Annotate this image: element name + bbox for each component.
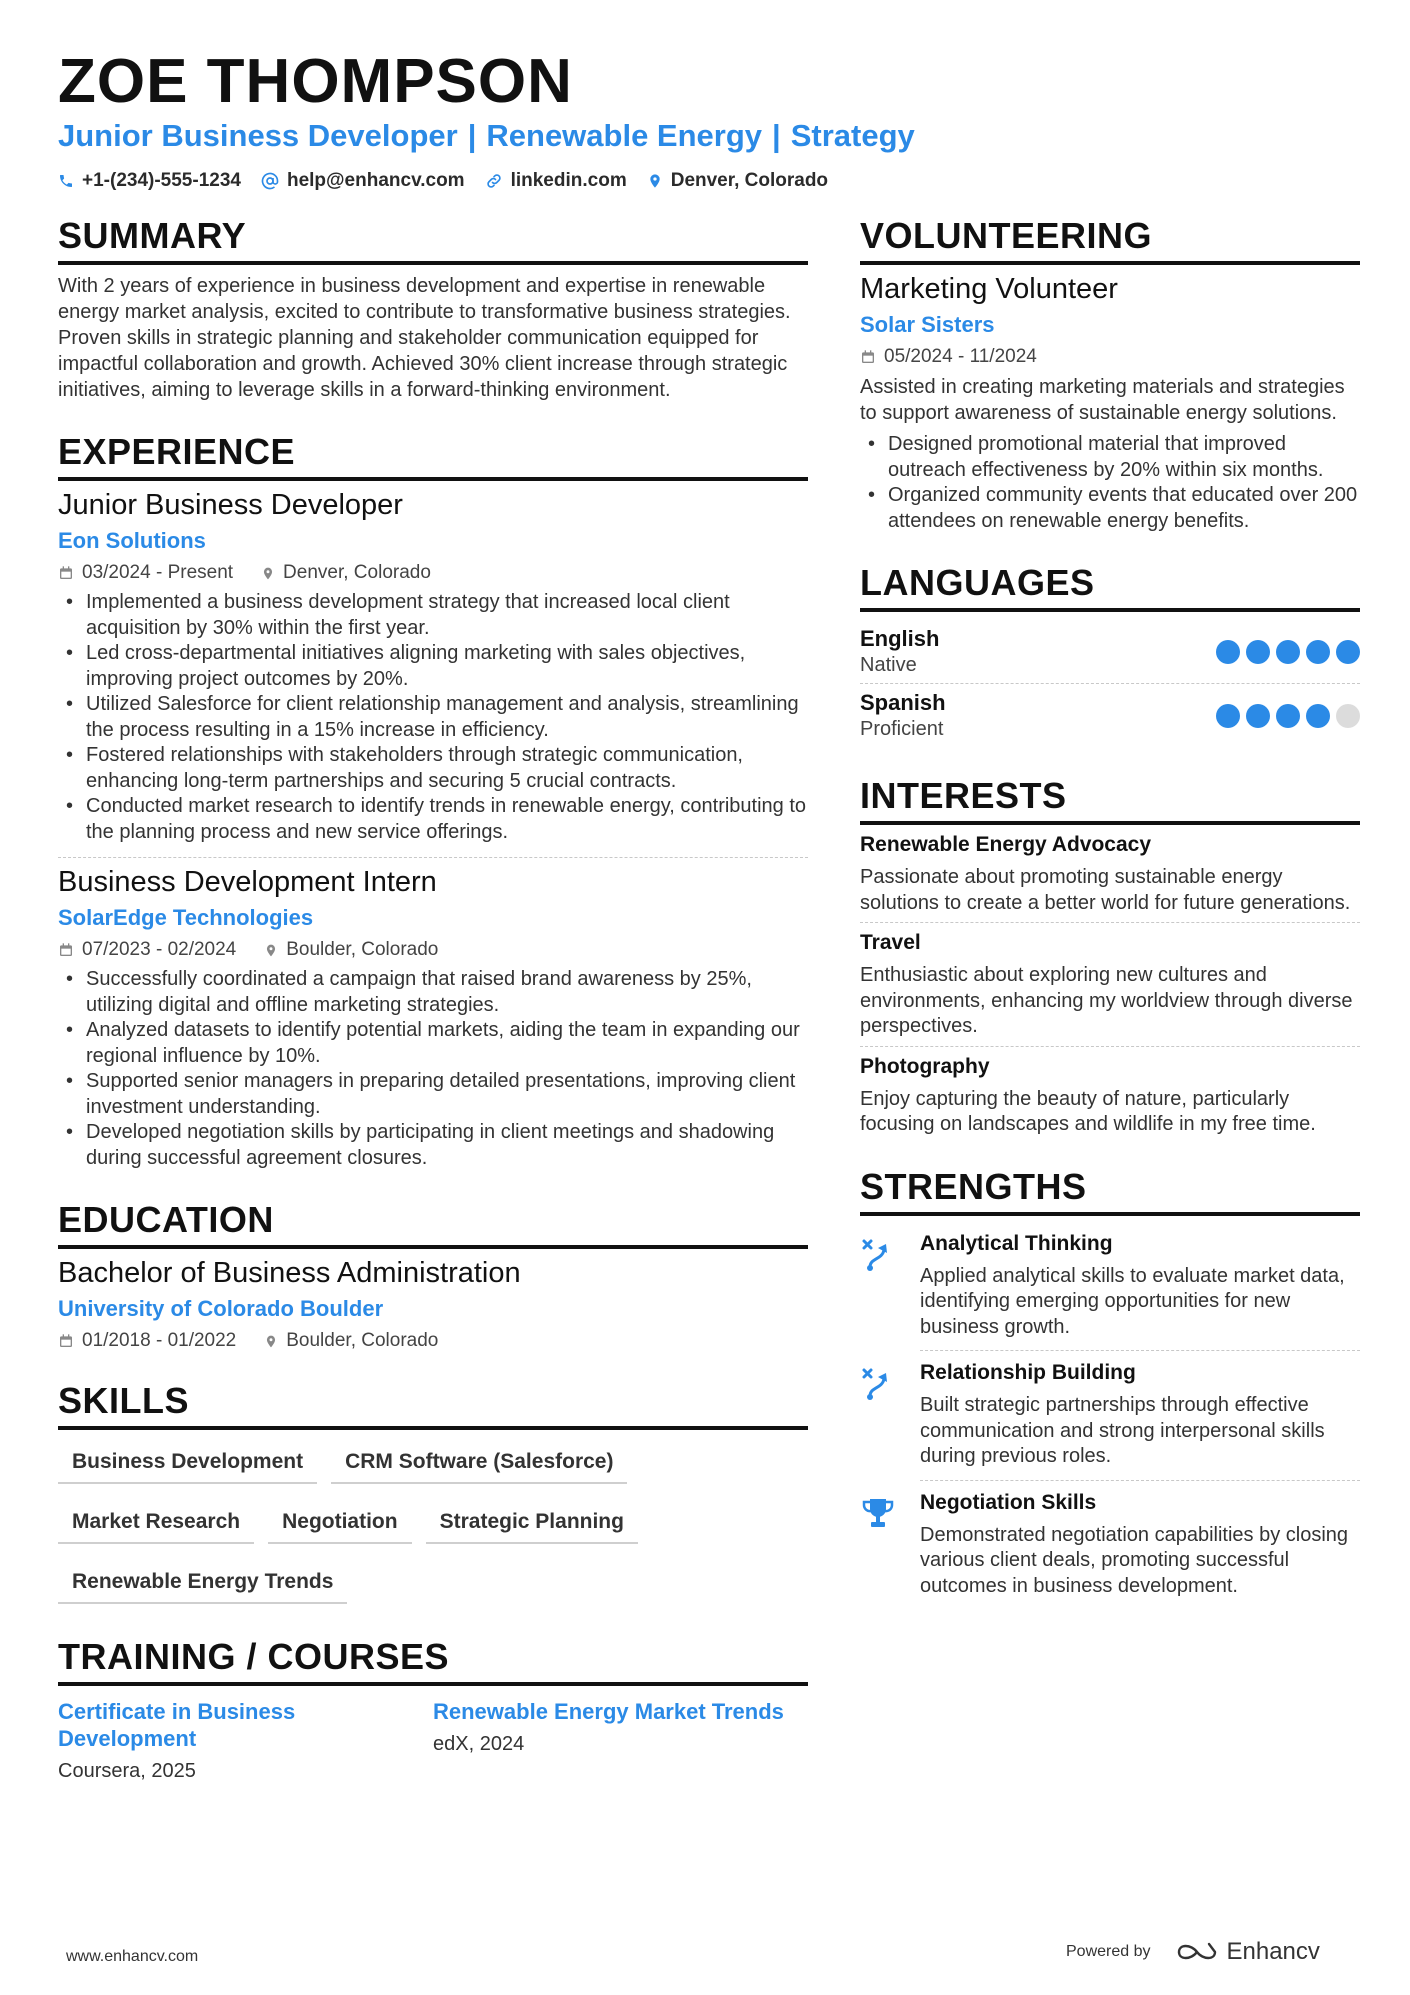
bullet-item: • Organized community events that educated over 200 attendees on renewable energy benefits. xyxy=(860,483,1360,534)
interests-section xyxy=(860,775,1360,1138)
headline xyxy=(58,118,915,154)
education-section xyxy=(58,1199,808,1352)
strength-description: Built strategic partnerships through effective communication and strong interpersonal skills during previous roles. xyxy=(920,1394,1325,1467)
job-dates xyxy=(58,939,236,961)
phone-icon xyxy=(58,173,74,189)
brand-logo[interactable] xyxy=(1175,1938,1320,1966)
contact-phone[interactable] xyxy=(58,170,241,192)
volunteer-dates-text: 05/2024 - 11/2024 xyxy=(884,346,1037,367)
linkedin-text: linkedin.com xyxy=(510,170,627,191)
course-provider: edX, 2024 xyxy=(433,1733,525,1755)
rating-dot-empty xyxy=(1336,704,1360,728)
map-pin-icon xyxy=(261,565,275,582)
left-column xyxy=(58,215,808,1811)
interest-item xyxy=(860,1055,1360,1138)
skill-tag: Market Research xyxy=(58,1502,254,1544)
strength-title: Analytical Thinking xyxy=(920,1231,1113,1255)
job-meta xyxy=(58,939,808,961)
rating-dot-filled xyxy=(1246,640,1270,664)
headline-part: Junior Business Developer xyxy=(58,118,458,153)
candidate-name: ZOE THOMPSON xyxy=(58,47,573,116)
language-item xyxy=(860,620,1360,683)
strategy-icon xyxy=(860,1232,920,1341)
rating-dot-filled xyxy=(1216,704,1240,728)
headline-part: Strategy xyxy=(790,118,915,153)
rating-dot-filled xyxy=(1276,704,1300,728)
rating-dot-filled xyxy=(1276,640,1300,664)
right-column xyxy=(860,215,1360,1635)
brand-name: Enhancv xyxy=(1226,1938,1320,1965)
enhancv-logo-icon xyxy=(1175,1940,1219,1964)
divider xyxy=(58,857,808,858)
education-meta xyxy=(58,1330,808,1352)
language-name: Spanish xyxy=(860,690,946,715)
course-item xyxy=(433,1698,808,1783)
language-level: Proficient xyxy=(860,718,944,740)
link-icon xyxy=(485,172,503,190)
job-title: Business Development Intern xyxy=(58,866,437,898)
language-level: Native xyxy=(860,654,917,676)
section-title-training: TRAINING / COURSES xyxy=(58,1636,808,1686)
job-dates-text: 07/2023 - 02/2024 xyxy=(82,939,237,960)
company-name: Eon Solutions xyxy=(58,528,206,553)
experience-section xyxy=(58,431,808,1171)
course-item xyxy=(58,1698,433,1783)
powered-by-label: Powered by xyxy=(1066,1943,1151,1960)
volunteering-section xyxy=(860,215,1360,534)
education-location-text: Boulder, Colorado xyxy=(286,1330,439,1351)
section-title-strengths: STRENGTHS xyxy=(860,1166,1360,1216)
section-title-skills: SKILLS xyxy=(58,1380,808,1430)
job-bullets xyxy=(58,967,808,1171)
volunteer-bullets xyxy=(860,432,1360,534)
section-title-summary: SUMMARY xyxy=(58,215,808,265)
courses-list xyxy=(58,1698,808,1783)
degree-title: Bachelor of Business Administration xyxy=(58,1257,521,1289)
section-title-experience: EXPERIENCE xyxy=(58,431,808,481)
strength-item xyxy=(860,1483,1360,1608)
job-dates-text: 03/2024 - Present xyxy=(82,562,234,583)
calendar-icon xyxy=(860,349,876,365)
experience-entry xyxy=(58,489,808,845)
section-title-education: EDUCATION xyxy=(58,1199,808,1249)
contact-email[interactable] xyxy=(261,170,465,192)
section-title-languages: LANGUAGES xyxy=(860,562,1360,612)
footer-branding xyxy=(1066,1938,1320,1966)
headline-separator: | xyxy=(467,118,477,153)
strengths-section xyxy=(860,1166,1360,1608)
language-rating xyxy=(1210,640,1360,664)
interest-title: Photography xyxy=(860,1054,990,1078)
strength-description: Demonstrated negotiation capabilities by closing various client deals, promoting successful outcomes in business development. xyxy=(920,1523,1349,1597)
skill-tag: Business Development xyxy=(58,1442,317,1484)
job-meta xyxy=(58,562,808,584)
divider xyxy=(920,1480,1360,1481)
bullet-item: • Successfully coordinated a campaign that raised brand awareness by 25%, utilizing digital and offline marketing strategies. xyxy=(58,967,808,1018)
interest-title: Travel xyxy=(860,931,921,954)
headline-separator: | xyxy=(772,118,781,153)
job-location-text: Denver, Colorado xyxy=(283,562,431,583)
bullet-item: • Utilized Salesforce for client relationship management and analysis, streamlining the process resulting in a 15% increase in efficiency. xyxy=(58,692,808,743)
job-location xyxy=(264,939,438,961)
map-pin-icon xyxy=(264,942,278,959)
skills-list xyxy=(58,1442,808,1622)
education-location xyxy=(264,1330,438,1352)
bullet-item: • Implemented a business development strategy that increased local client acquisition by 30% within the first year. xyxy=(58,590,808,641)
calendar-icon xyxy=(58,1333,74,1349)
school-name: University of Colorado Boulder xyxy=(58,1296,384,1321)
volunteer-role: Marketing Volunteer xyxy=(860,273,1118,305)
language-rating xyxy=(1210,704,1360,728)
skill-tag: Negotiation xyxy=(268,1502,412,1544)
volunteer-dates xyxy=(860,346,1037,368)
bullet-item: • Conducted market research to identify trends in renewable energy, contributing to the planning process and new service offerings. xyxy=(58,794,808,845)
job-dates xyxy=(58,562,233,584)
experience-entry xyxy=(58,866,808,1171)
strength-description: Applied analytical skills to evaluate market data, identifying emerging opportunities for new business growth. xyxy=(920,1264,1345,1338)
divider xyxy=(920,1350,1360,1351)
course-title: Certificate in Business Development xyxy=(58,1699,296,1751)
job-bullets xyxy=(58,590,808,845)
section-title-volunteering: VOLUNTEERING xyxy=(860,215,1360,265)
bullet-item: • Designed promotional material that improved outreach effectiveness by 20% within six months. xyxy=(860,432,1360,483)
at-icon xyxy=(261,172,279,190)
bullet-item: • Analyzed datasets to identify potential markets, aiding the team in expanding our regional influence by 10%. xyxy=(58,1018,808,1069)
strategy-icon xyxy=(860,1361,920,1470)
volunteer-description: Assisted in creating marketing materials and strategies to support awareness of sustainable energy solutions. xyxy=(860,376,1345,424)
strength-item xyxy=(860,1353,1360,1478)
headline-part: Renewable Energy xyxy=(486,118,763,153)
job-location-text: Boulder, Colorado xyxy=(286,939,439,960)
bullet-item: • Developed negotiation skills by participating in client meetings and shadowing during successful agreement closures. xyxy=(58,1120,808,1171)
interest-description: Passionate about promoting sustainable energy solutions to create a better world for future generations. xyxy=(860,866,1351,914)
bullet-item: • Supported senior managers in preparing detailed presentations, improving client investment understanding. xyxy=(58,1069,808,1120)
language-name: English xyxy=(860,626,940,651)
rating-dot-filled xyxy=(1336,640,1360,664)
course-title: Renewable Energy Market Trends xyxy=(433,1699,784,1724)
contact-linkedin[interactable] xyxy=(485,170,627,192)
job-title: Junior Business Developer xyxy=(58,489,403,521)
footer-website[interactable]: www.enhancv.com xyxy=(66,1948,199,1965)
skill-tag: CRM Software (Salesforce) xyxy=(331,1442,627,1484)
map-pin-icon xyxy=(264,1333,278,1350)
interest-item xyxy=(860,833,1360,916)
phone-text: +1-(234)-555-1234 xyxy=(82,170,241,191)
course-provider: Coursera, 2025 xyxy=(58,1760,196,1782)
education-dates-text: 01/2018 - 01/2022 xyxy=(82,1330,237,1351)
divider xyxy=(860,1046,1360,1047)
training-section xyxy=(58,1636,808,1783)
contact-location xyxy=(647,170,828,192)
strength-title: Negotiation Skills xyxy=(920,1490,1097,1514)
skills-section xyxy=(58,1380,808,1622)
map-pin-icon xyxy=(647,172,663,190)
interest-item xyxy=(860,931,1360,1040)
calendar-icon xyxy=(58,565,74,581)
calendar-icon xyxy=(58,942,74,958)
section-title-interests: INTERESTS xyxy=(860,775,1360,825)
rating-dot-filled xyxy=(1306,640,1330,664)
bullet-item: • Fostered relationships with stakeholders through strategic communication, enhancing long-term partnerships and securing 5 crucial contracts. xyxy=(58,743,808,794)
volunteer-org: Solar Sisters xyxy=(860,312,995,337)
bullet-item: • Led cross-departmental initiatives aligning marketing with sales objectives, improving project outcomes by 20%. xyxy=(58,641,808,692)
summary-section xyxy=(58,215,808,403)
job-location xyxy=(261,562,431,584)
summary-text: With 2 years of experience in business development and expertise in renewable energy market analysis, excited to contribute to transformative business strategies. Proven skills in strategic planning and stakeholder communication equipped for impactful collaboration and growth. Achieved 30% client increase through strategic initiatives, aiming to leverage skills in a forward-thinking environment. xyxy=(58,275,791,401)
rating-dot-filled xyxy=(1246,704,1270,728)
email-text: help@enhancv.com xyxy=(286,170,465,191)
language-item xyxy=(860,684,1360,747)
skill-tag: Strategic Planning xyxy=(426,1502,638,1544)
strength-title: Relationship Building xyxy=(920,1361,1136,1384)
contact-bar xyxy=(58,170,848,192)
location-text: Denver, Colorado xyxy=(670,170,829,191)
strength-item xyxy=(860,1224,1360,1349)
languages-section xyxy=(860,562,1360,747)
rating-dot-filled xyxy=(1216,640,1240,664)
interest-title: Renewable Energy Advocacy xyxy=(860,833,1152,856)
divider xyxy=(860,922,1360,923)
trophy-icon xyxy=(860,1491,920,1600)
volunteer-meta xyxy=(860,346,1360,368)
company-name: SolarEdge Technologies xyxy=(58,905,314,930)
interest-description: Enjoy capturing the beauty of nature, particularly focusing on landscapes and wildlife in my free time. xyxy=(860,1087,1316,1135)
interest-description: Enthusiastic about exploring new cultures and environments, enhancing my worldview through diverse perspectives. xyxy=(860,964,1353,1037)
rating-dot-filled xyxy=(1306,704,1330,728)
education-dates xyxy=(58,1330,236,1352)
skill-tag: Renewable Energy Trends xyxy=(58,1562,347,1604)
